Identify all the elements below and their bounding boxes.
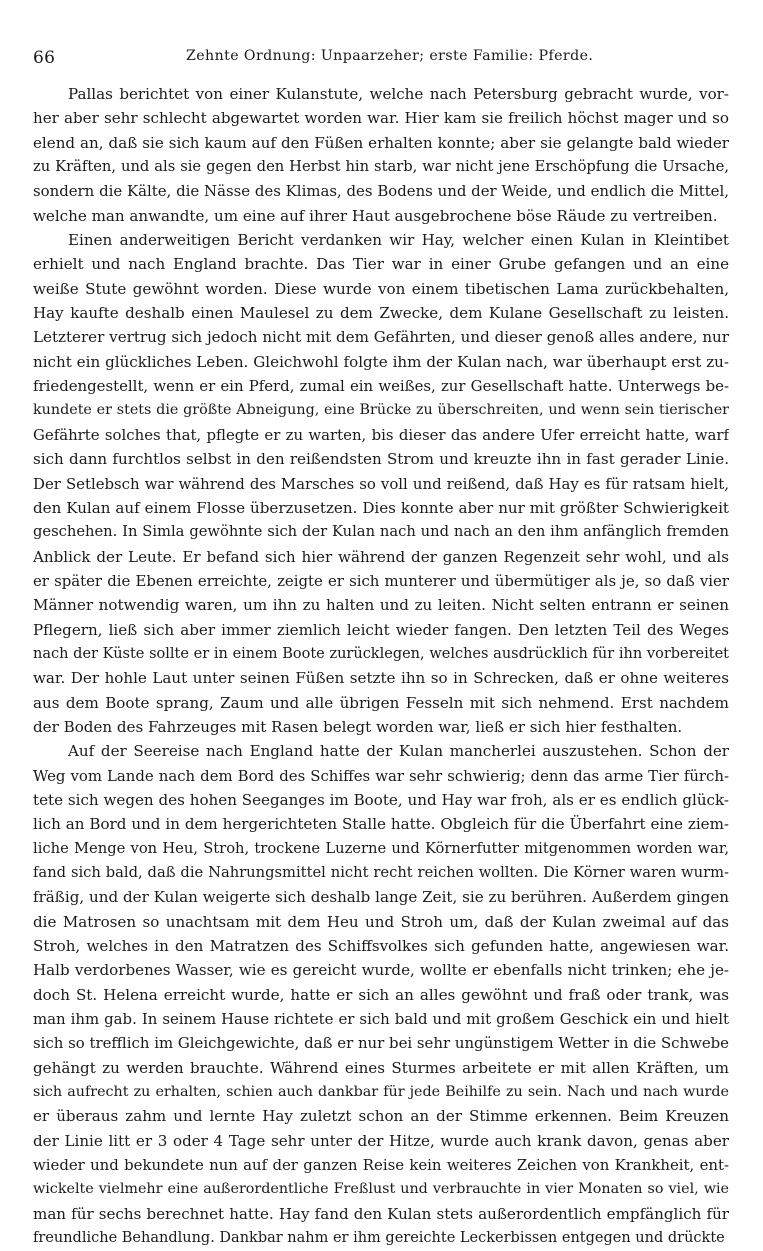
text-line: die Matrosen so unachtsam mit dem Heu und Stroh um, daß der Kulan zweimal auf das [33,912,729,931]
text-line: tete sich wegen des hohen Seeganges im Boote, und Hay war froh, als er es endlich glück- [33,790,729,809]
text-line: zu Kräften, und als sie gegen den Herbst hin starb, war nicht jene Erschöpfung die Ursache, [33,158,729,176]
text-line: Männer notwendig waren, um ihn zu halten und zu leiten. Nicht selten entrann er seinen [33,596,729,615]
text-line: Letzterer vertrug sich jedoch nicht mit dem Gefährten, und dieser genoß alles andere, nur [33,328,729,347]
text-line: man ihm gab. In seinem Hause richtete er sich bald und mit großem Geschick ein und hielt [33,1010,729,1029]
text-line: Halb verdorbenes Wasser, wie es gereicht wurde, wollte er ebenfalls nicht trinken; ehe je- [33,961,729,980]
text-line: der Linie litt er 3 oder 4 Tage sehr unter der Hitze, wurde auch krank davon, genas aber [33,1131,729,1150]
body-text [33,82,729,1251]
paragraph [33,739,729,1250]
text-line: her aber sehr schlecht abgewartet worden war. Hier kam sie freilich höchst mager und so [33,109,729,128]
text-line: nach der Küste sollte er in einem Boote zurücklegen, welches ausdrücklich für ihn vorbereitet [33,645,729,662]
text-line: Hay kaufte deshalb einen Maulesel zu dem Zwecke, dem Kulane Gesellschaft zu leisten. [33,304,729,323]
text-line: geschehen. In Simla gewöhnte sich der Kulan nach und nach an den ihm anfänglich fremden [33,523,729,541]
text-line: aus dem Boote sprang, Zaum und alle übrigen Fesseln mit sich nehmend. Erst nachdem [33,693,729,712]
text-line: Pflegern, ließ sich aber immer ziemlich leicht wieder fangen. Den letzten Teil des Weges [33,620,729,639]
text-line: friedengestellt, wenn er ein Pferd, zumal ein weißes, zur Gesellschaft hatte. Unterwegs be- [33,377,729,396]
text-line: Pallas berichtet von einer Kulanstute, welche nach Petersburg gebracht wurde, vor- [68,85,729,103]
text-line: nicht ein glückliches Leben. Gleichwohl folgte ihm der Kulan nach, war überhaupt erst zu- [33,352,729,371]
text-line: Stroh, welches in den Matratzen des Schiffsvolkes sich gefunden hatte, angewiesen war. [33,937,729,956]
text-line: freundliche Behandlung. Dankbar nahm er ihm gereichte Leckerbissen entgegen und drückte [33,1230,725,1247]
text-line: Einen anderweitigen Bericht verdanken wir Hay, welcher einen Kulan in Kleintibet [68,231,729,250]
text-line: man für sechs berechnet hatte. Hay fand den Kulan stets außerordentlich empfänglich für [33,1204,729,1223]
page-number: 66 [33,48,56,68]
text-line: welche man anwandte, um eine auf ihrer Haut ausgebrochene böse Räude zu vertreiben. [33,206,718,225]
text-line: kundete er stets die größte Abneigung, eine Brücke zu überschreiten, und wenn sein tierischer [33,402,729,419]
text-line: er überaus zahm und lernte Hay zuletzt schon an der Stimme erkennen. Beim Kreuzen [33,1107,729,1126]
text-line: Der Setlebsch war während des Marsches so voll und reißend, daß Hay es für ratsam hielt, [33,474,729,493]
text-line: erhielt und nach England brachte. Das Tier war in einer Grube gefangen und an eine [33,255,729,274]
paragraph [33,82,729,228]
text-line: sondern die Kälte, die Nässe des Klimas, des Bodens und der Weide, und endlich die Mittel, [33,182,729,201]
text-line: sich so trefflich im Gleichgewichte, daß er nur bei sehr ungünstigem Wetter in die Schwebe [33,1034,729,1053]
text-line: fräßig, und der Kulan weigerte sich deshalb lange Zeit, sie zu berühren. Außerdem gingen [33,888,729,907]
text-line: fand sich bald, daß die Nahrungsmittel nicht recht reichen wollten. Die Körner waren wurm- [33,864,729,881]
text-line: Gefährte solches that, pflegte er zu warten, bis dieser das andere Ufer erreicht hatte, warf [33,425,729,444]
text-line: Weg vom Lande nach dem Bord des Schiffes war sehr schwierig; denn das arme Tier fürch- [33,766,729,785]
text-line: der Boden des Fahrzeuges mit Rasen belegt worden war, ließ er sich hier festhalten. [33,717,683,736]
text-line: elend an, daß sie sich kaum auf den Füßen erhalten konnte; aber sie gelangte bald wieder [33,133,729,152]
text-line: den Kulan auf einem Flosse überzusetzen. Dies konnte aber nur mit größter Schwierigkeit [33,498,729,517]
running-head-title: Zehnte Ordnung: Unpaarzeher; erste Familie: Pferde. [186,48,594,64]
text-line: sich dann furchtlos selbst in den reißendsten Strom und kreuzte ihn in fast gerader Linie. [33,450,729,469]
text-line: wickelte vielmehr eine außerordentliche Freßlust und verbrauchte in vier Monaten so viel, wie [33,1181,729,1198]
text-line: war. Der hohle Laut unter seinen Füßen setzte ihn so in Schrecken, daß er ohne weiteres [33,669,729,688]
text-line: wieder und bekundete nun auf der ganzen Reise kein weiteres Zeichen von Krankheit, ent- [33,1156,729,1175]
text-line: Anblick der Leute. Er befand sich hier während der ganzen Regenzeit sehr wohl, und als [33,547,729,566]
paragraph [33,228,729,739]
text-line: doch St. Helena erreicht wurde, hatte er sich an alles gewöhnt und fraß oder trank, was [33,985,729,1004]
text-line: sich aufrecht zu erhalten, schien auch dankbar für jede Beihilfe zu sein. Nach und nach wurde [33,1084,729,1101]
text-line: gehängt zu werden brauchte. Während eines Sturmes arbeitete er mit allen Kräften, um [33,1058,729,1077]
running-head [33,40,729,70]
text-line: liche Menge von Heu, Stroh, trockene Luzerne und Körnerfutter mitgenommen worden war, [33,839,729,857]
text-line: er später die Ebenen erreichte, zeigte er sich munterer und übermütiger als je, so daß vier [33,571,729,590]
text-line: Auf der Seereise nach England hatte der Kulan mancherlei auszustehen. Schon der [68,742,729,761]
text-line: lich an Bord und in dem hergerichteten Stalle hatte. Obgleich für die Überfahrt eine ziem- [33,815,729,834]
text-line: weiße Stute gewöhnt worden. Diese wurde von einem tibetischen Lama zurückbehalten, [33,279,729,298]
